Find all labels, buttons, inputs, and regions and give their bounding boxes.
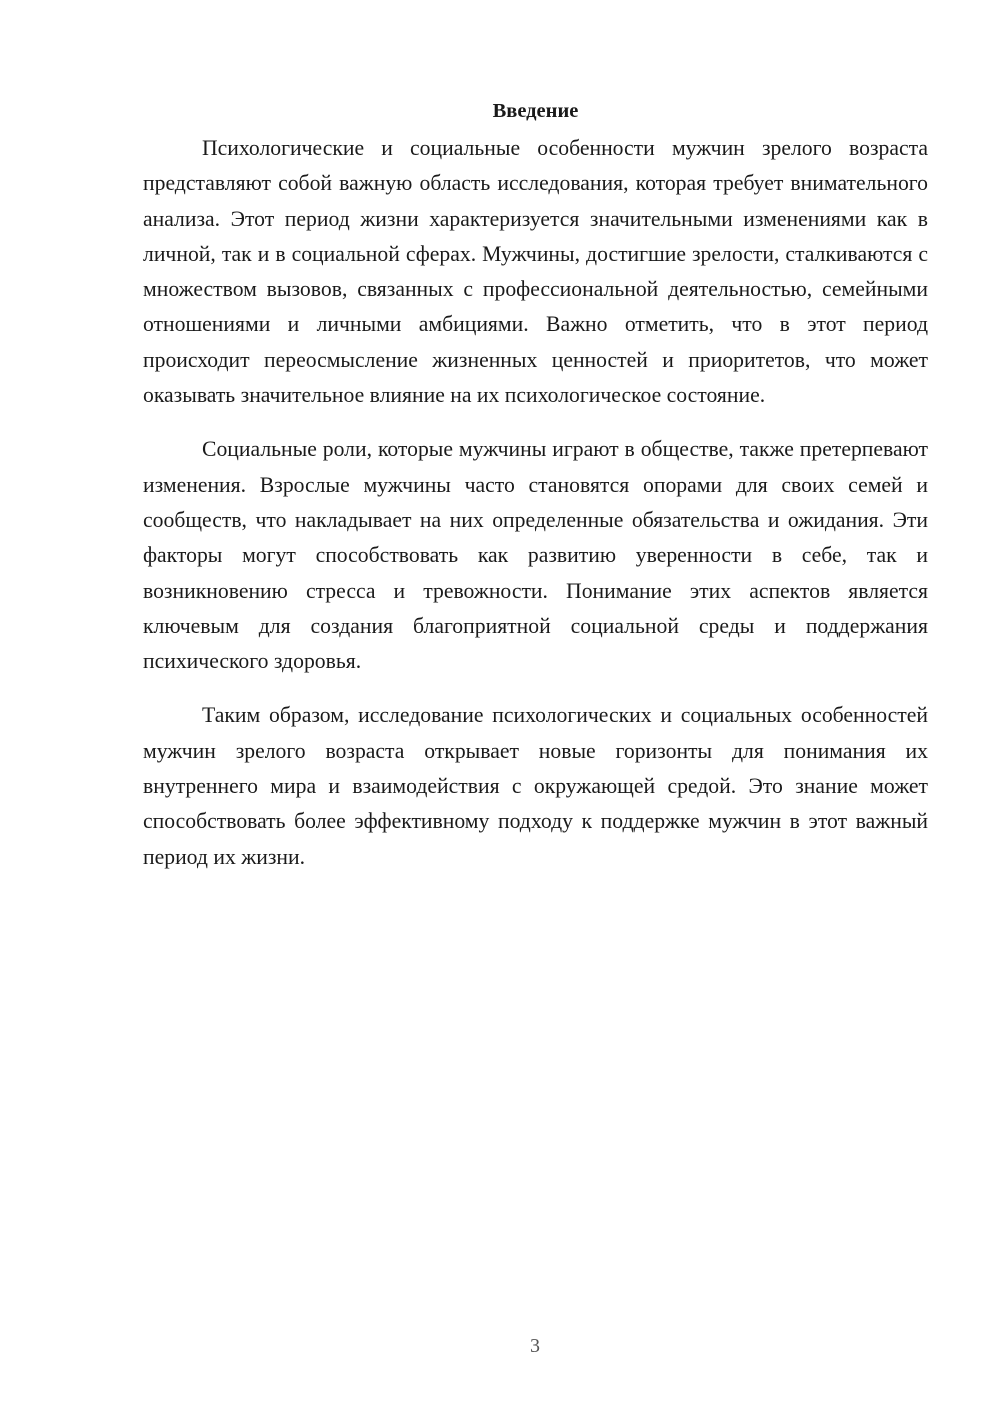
page-body bbox=[143, 96, 928, 894]
page-number: 3 bbox=[530, 1335, 540, 1357]
paragraph-2: Социальные роли, которые мужчины играют в обществе, также претерпевают изменения. Взрослые мужчины часто становятся опорами для своих семей и сообществ, что накладывает на них определенные обязательства и ожидания. Эти факторы могут способствовать как развитию уверенности в себе, так и возникновению стресса и тревожности. Понимание этих аспектов является ключевым для создания благоприятной социальной среды и поддержания психического здоровья. bbox=[143, 437, 928, 674]
paragraph-3: Таким образом, исследование психологических и социальных особенностей мужчин зрелого возраста открывает новые горизонты для понимания их внутреннего мира и взаимодействия с окружающей средой. Это знание может способствовать более эффективному подходу к поддержке мужчин в этот важный период их жизни. bbox=[143, 703, 928, 869]
paragraph-1: Психологические и социальные особенности мужчин зрелого возраста представляют собой важную область исследования, которая требует внимательного анализа. Этот период жизни характеризуется значительными изменениями как в личной, так и в социальной сферах. Мужчины, достигшие зрелости, сталкиваются с множеством вызовов, связанных с профессиональной деятельностью, семейными отношениями и личными амбициями. Важно отметить, что в этот период происходит переосмысление жизненных ценностей и приоритетов, что может оказывать значительное влияние на их психологическое состояние. bbox=[143, 136, 928, 408]
section-heading: Введение bbox=[492, 100, 579, 122]
